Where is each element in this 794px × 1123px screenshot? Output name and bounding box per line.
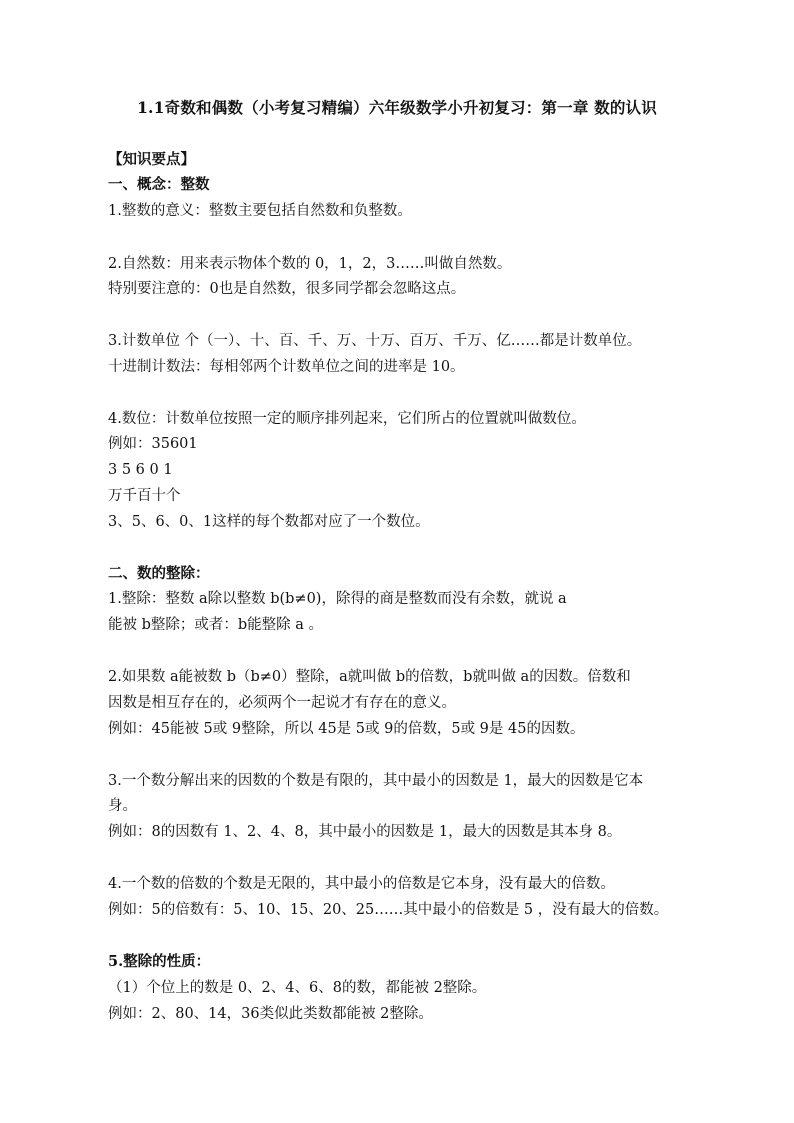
paragraph-line: 特别要注意的：0也是自然数，很多同学都会忽略这点。 (108, 281, 466, 297)
heading-divisibility: 二、数的整除： (108, 565, 210, 582)
paragraph-line: （1）个位上的数是 0、2、4、6、8的数，都能被 2整除。 (108, 980, 487, 996)
paragraph-line: 1.整数的意义：整数主要包括自然数和负整数。 (108, 203, 412, 219)
section-knowledge-heading: 【知识要点】 (108, 151, 195, 168)
paragraph-line: 1.整除：整数 a除以整数 b(b≠0)，除得的商是整数而没有余数，就说 a (108, 591, 567, 607)
paragraph-line: 身。 (108, 798, 137, 814)
paragraph-line: 3 5 6 0 1 (108, 462, 173, 478)
paragraph-line: 3.一个数分解出来的因数的个数是有限的，其中最小的因数是 1，最大的因数是它本 (108, 773, 644, 789)
paragraph-line: 例如：2、80、14，36类似此类数都能被 2整除。 (108, 1006, 433, 1022)
paragraph-line: 3、5、6、0、1这样的每个数都对应了一个数位。 (108, 514, 430, 530)
paragraph-line: 十进制计数法：每相邻两个计数单位之间的进率是 10。 (108, 359, 465, 375)
paragraph-line: 3.计数单位 个（一）、十、百、千、万、十万、百万、千万、亿……都是计数单位。 (108, 333, 642, 349)
paragraph-line: 例如：8的因数有 1、2、4、8，其中最小的因数是 1，最大的因数是其本身 8。 (108, 824, 622, 840)
heading-divisibility-properties: 5.整除的性质： (108, 953, 211, 970)
document-title: 1.1奇数和偶数（小考复习精编）六年级数学小升初复习：第一章 数的认识 (137, 98, 657, 117)
heading-integer-concept: 一、概念：整数 (108, 176, 210, 193)
paragraph-line: 4.一个数的倍数的个数是无限的，其中最小的倍数是它本身，没有最大的倍数。 (108, 876, 615, 892)
paragraph-line: 因数是相互存在的，必须两个一起说才有存在的意义。 (108, 695, 456, 711)
paragraph-line: 4.数位：计数单位按照一定的顺序排列起来，它们所占的位置就叫做数位。 (108, 411, 586, 427)
paragraph-line: 2.自然数：用来表示物体个数的 0，1，2，3……叫做自然数。 (108, 256, 512, 272)
paragraph-line: 能被 b整除；或者：b能整除 a 。 (108, 617, 324, 633)
paragraph-line: 例如：45能被 5或 9整除，所以 45是 5或 9的倍数，5或 9是 45的因数。 (108, 721, 585, 737)
paragraph-line: 例如：35601 (108, 436, 198, 452)
paragraph-line: 万千百十个 (108, 488, 181, 504)
paragraph-line: 2.如果数 a能被数 b（b≠0）整除，a就叫做 b的倍数，b就叫做 a的因数。倍数和 (108, 669, 631, 685)
paragraph-line: 例如：5的倍数有：5、10、15、20、25……其中最小的倍数是 5 ，没有最大的倍数。 (108, 902, 669, 918)
